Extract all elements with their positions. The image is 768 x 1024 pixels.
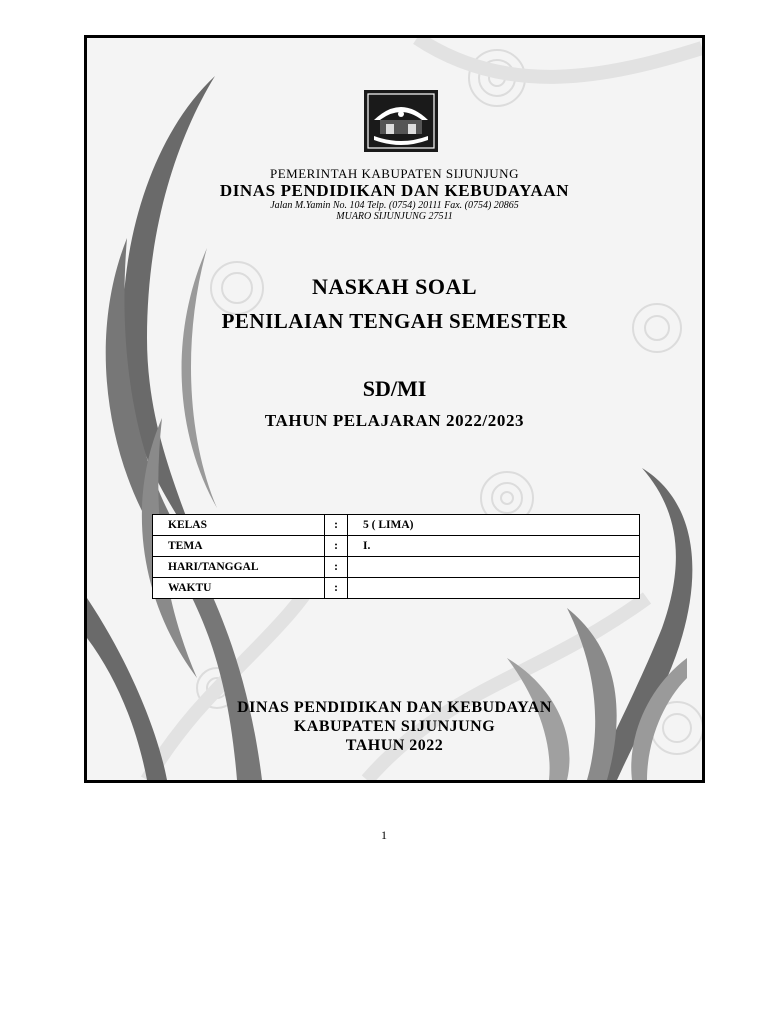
row-label: HARI/TANGGAL — [153, 557, 325, 578]
row-value: I. — [348, 536, 640, 557]
row-value: 5 ( LIMA) — [348, 515, 640, 536]
document-title: NASKAH SOAL — [311, 274, 478, 299]
cover-page-frame — [84, 35, 705, 783]
row-colon: : — [325, 578, 348, 599]
row-label: WAKTU — [153, 578, 325, 599]
address-line-1: Jalan M.Yamin No. 104 Telp. (0754) 20111 Fax. (0754) 20865 — [270, 200, 519, 211]
row-colon: : — [325, 536, 348, 557]
table-row — [153, 578, 640, 599]
table-row — [153, 557, 640, 578]
assessment-title: PENILAIAN TENGAH SEMESTER — [221, 309, 568, 333]
row-value — [348, 557, 640, 578]
row-label: KELAS — [153, 515, 325, 536]
regional-government-emblem-icon — [364, 90, 438, 152]
department-name: DINAS PENDIDIKAN DAN KEBUDAYAAN — [219, 181, 570, 200]
footer-regency: KABUPATEN SIJUNJUNG — [293, 718, 496, 735]
footer-department: DINAS PENDIDIKAN DAN KEBUDAYAN — [237, 699, 552, 716]
row-colon: : — [325, 557, 348, 578]
government-name: PEMERINTAH KABUPATEN SIJUNJUNG — [270, 166, 519, 181]
row-label: TEMA — [153, 536, 325, 557]
row-value — [348, 578, 640, 599]
row-colon: : — [325, 515, 348, 536]
school-level: SD/MI — [362, 376, 427, 401]
address-line-2: MUARO SIJUNJUNG 27511 — [336, 211, 453, 222]
table-row — [153, 536, 640, 557]
exam-info-table — [152, 514, 640, 599]
footer-year: TAHUN 2022 — [345, 737, 444, 754]
school-year: TAHUN PELAJARAN 2022/2023 — [264, 411, 525, 430]
page-number: 1 — [381, 828, 387, 842]
table-row — [153, 515, 640, 536]
